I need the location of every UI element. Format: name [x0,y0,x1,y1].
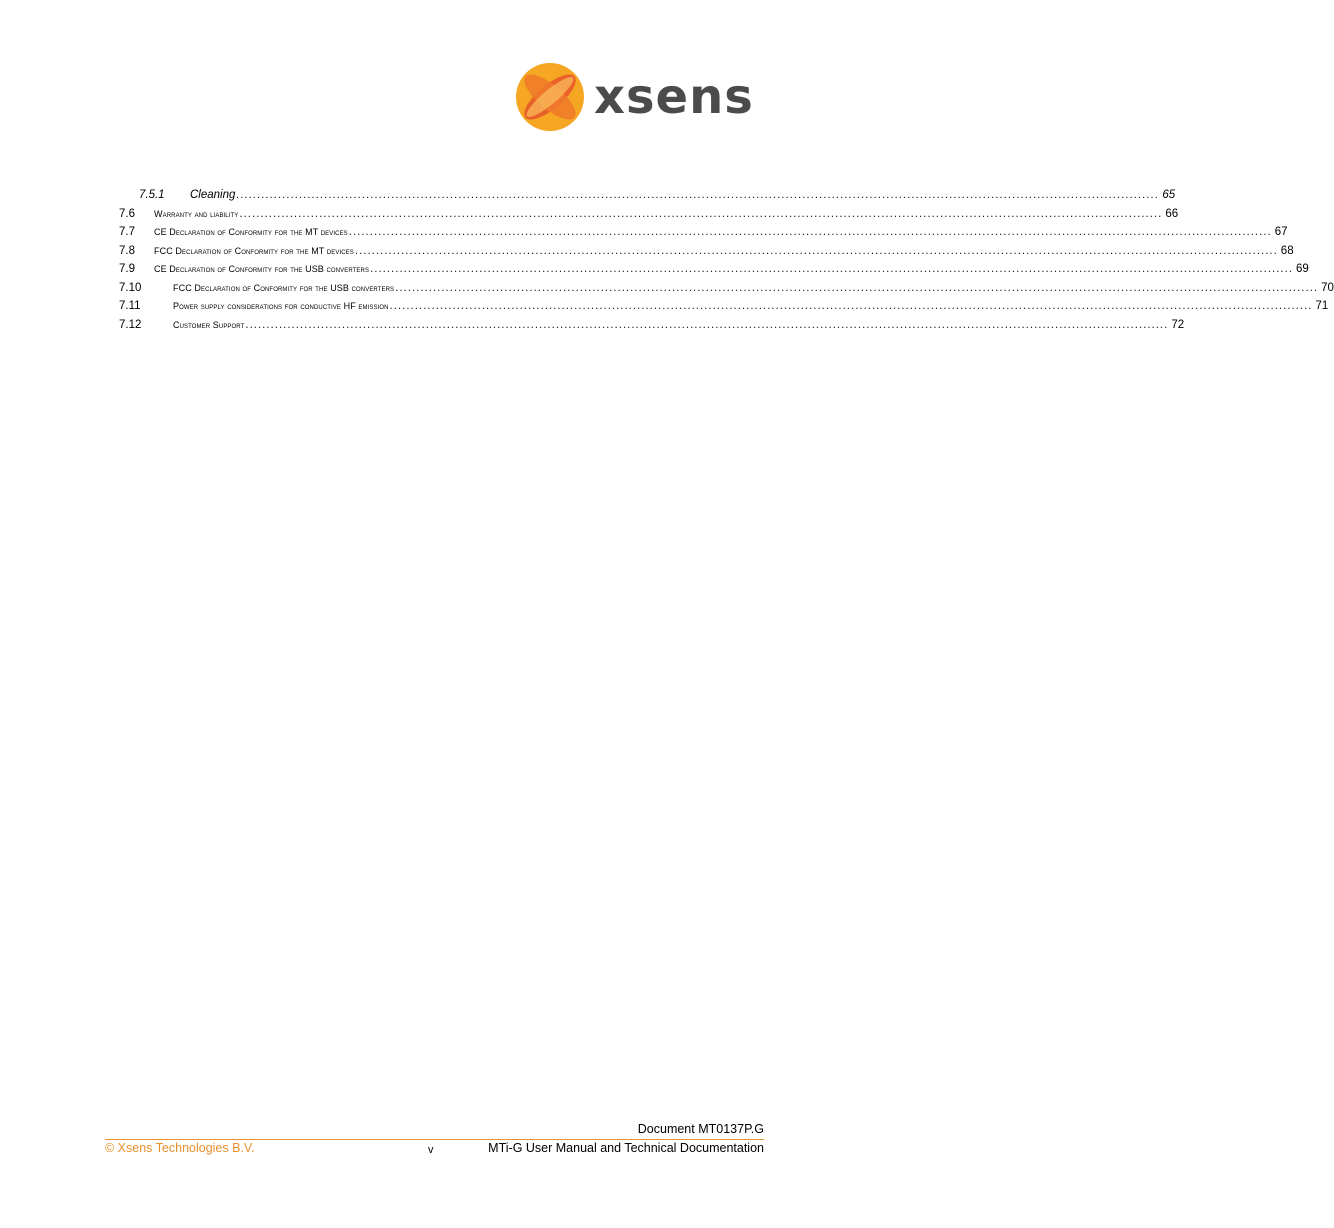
toc-entry-title: FCC Declaration of Conformity for the USB converters [173,279,395,298]
document-title: MTi-G User Manual and Technical Documentation [488,1141,764,1155]
toc-dot-leader: ............................................................................................................................................................................................................................ [348,226,1272,238]
toc-dot-leader: ............................................................................................................................................................................................................................ [389,300,1313,312]
toc-entry-title: Warranty and liability [154,205,239,224]
toc-entry-number: 7.7 [119,226,135,238]
toc-entry-title: FCC Declaration of Conformity for the MT devices [154,242,355,261]
toc-dot-leader: ............................................................................................................................................................................................................................ [236,189,1160,201]
table-of-contents [119,186,1334,334]
toc-entry-number: 7.9 [119,263,135,275]
document-id: Document MT0137P.G [637,1122,764,1136]
toc-entry-title: CE Declaration of Conformity for the USB converters [154,260,370,279]
toc-entry-title: CE Declaration of Conformity for the MT devices [154,223,349,242]
xsens-logo [512,60,767,134]
toc-entry-number: 7.10 [119,281,142,294]
toc-dot-leader: ............................................................................................................................................................................................................................ [395,281,1319,294]
toc-entry[interactable] [119,316,1185,335]
toc-entry-number: 7.6 [119,207,135,220]
toc-entry[interactable] [119,297,1329,316]
toc-dot-leader: ............................................................................................................................................................................................................................ [245,318,1169,331]
toc-entry-page: 68 [1278,242,1294,261]
toc-entry-page: 65 [1159,186,1175,205]
toc-entry-page: 72 [1168,316,1184,335]
xsens-logo-mark-icon [512,60,592,134]
toc-entry[interactable] [119,260,1309,279]
toc-entry-number: 7.8 [119,244,135,257]
toc-entry-page: 66 [1162,205,1178,224]
toc-entry-number: 7.11 [119,300,141,312]
footer-divider [105,1139,764,1140]
toc-entry[interactable] [119,279,1334,298]
copyright-notice: © Xsens Technologies B.V. [105,1141,255,1155]
toc-entry[interactable] [119,242,1294,261]
logo-wordmark: xsens [594,69,754,125]
page-number: v [428,1144,434,1156]
toc-entry[interactable] [119,223,1288,242]
toc-entry-number: 7.12 [119,318,142,331]
toc-dot-leader: ............................................................................................................................................................................................................................ [354,244,1278,257]
toc-entry-title: Cleaning [190,186,236,205]
toc-entry-title: Power supply considerations for conductive HF emission [173,297,390,316]
toc-entry-number: 7.5.1 [139,189,165,201]
toc-entry-page: 67 [1272,223,1288,242]
toc-entry-page: 71 [1312,297,1328,316]
toc-entry-page: 70 [1318,279,1334,298]
toc-entry[interactable] [119,205,1179,224]
toc-dot-leader: ............................................................................................................................................................................................................................ [239,207,1163,220]
toc-dot-leader: ............................................................................................................................................................................................................................ [370,263,1293,275]
toc-entry-title: Customer Support [173,316,245,335]
toc-entry[interactable] [119,186,1176,205]
toc-entry-page: 69 [1293,260,1309,279]
